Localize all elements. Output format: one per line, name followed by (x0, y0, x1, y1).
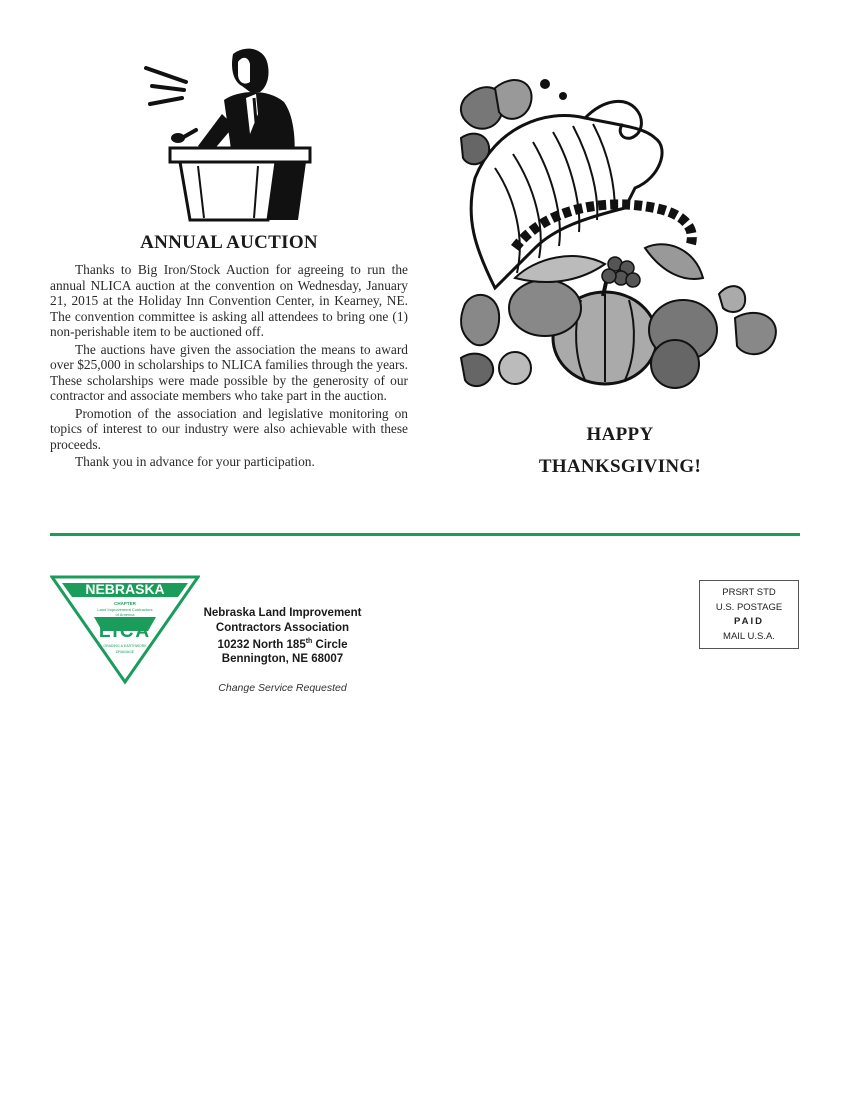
postage-label: U.S. POSTAGE (715, 601, 783, 613)
logo-bottom-text: GRADING & EARTHWORK (103, 644, 147, 648)
postage-paid: PAID (734, 616, 764, 627)
org-name-line1: Nebraska Land Improvement (203, 607, 362, 619)
logo-bottom-text-2: DRAINAGE (115, 650, 135, 654)
postage-mail-origin: MAIL U.S.A. (723, 630, 775, 642)
city-state-zip: Bennington, NE 68007 (221, 653, 344, 666)
service-requested: Change Service Requested (218, 682, 347, 694)
speaker-podium-illustration (138, 42, 313, 222)
auction-title: ANNUAL AUCTION (140, 232, 318, 253)
nlica-logo (50, 575, 200, 685)
auction-paragraph: Promotion of the association and legislative monitoring on topics of interest to our industry were also achievable with these proceeds. (50, 405, 408, 452)
logo-subtitle-text-2: of America (115, 612, 135, 617)
postage-indicia (699, 580, 799, 649)
logo-nebraska-text: NEBRASKA (85, 581, 165, 597)
org-name-line2: Contractors Association (215, 621, 350, 634)
auction-paragraph: Thanks to Big Iron/Stock Auction for agreeing to run the annual NLICA auction at the convention on Wednesday, January 21, 2015 at the Holiday Inn Convention Center, in Kearney, NE. The convention committee is asking all attendees to bring one (1) non-perishable item to be auctioned off. (50, 262, 408, 339)
auction-paragraph: The auctions have given the association the means to award over $25,000 in scholarships to NLICA families through the years. These scholarships were made possible by the generosity of our contractor and associate members who take part in the auction. (50, 341, 408, 403)
postage-class: PRSRT STD (722, 587, 776, 598)
greeting-thanksgiving: THANKSGIVING! (538, 456, 702, 477)
auction-paragraph: Thank you in advance for your participation. (75, 454, 315, 469)
mailing-address (200, 606, 365, 667)
section-divider (50, 533, 800, 536)
greeting-happy: HAPPY (586, 424, 654, 445)
auction-article (50, 262, 408, 472)
street-address: 10232 North 185th Circle (217, 638, 348, 651)
logo-chapter-text: CHAPTER (114, 601, 136, 606)
logo-lica-text: LICA (98, 621, 152, 642)
cornucopia-illustration (455, 68, 790, 398)
logo-subtitle-text: Land Improvement Contractors (97, 607, 153, 612)
